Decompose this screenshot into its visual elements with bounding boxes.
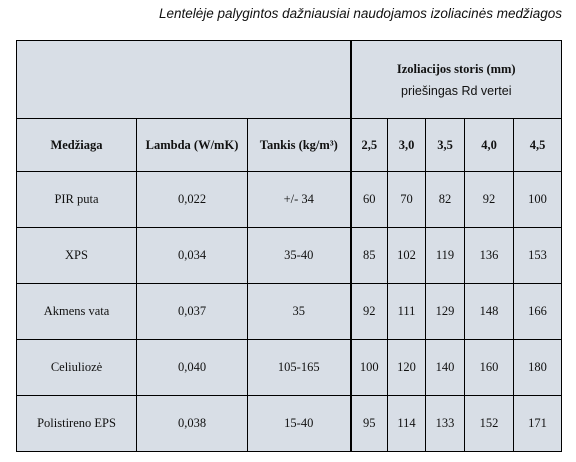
empty-header-cell xyxy=(17,41,351,119)
column-header-material: Medžiaga xyxy=(17,119,137,172)
insulation-comparison-table xyxy=(16,40,562,452)
table-cell: 171 xyxy=(514,396,562,452)
column-header-lambda: Lambda (W/mK) xyxy=(137,119,248,172)
table-cell: XPS xyxy=(17,228,137,284)
table-row xyxy=(17,172,562,228)
table-cell: 0,040 xyxy=(137,340,248,396)
table-cell: 100 xyxy=(351,340,388,396)
thickness-group-subtitle: priešingas Rd vertei xyxy=(401,83,512,98)
table-row xyxy=(17,396,562,452)
table-cell: 180 xyxy=(514,340,562,396)
table-cell: 120 xyxy=(388,340,426,396)
column-header-row xyxy=(17,119,562,172)
table-cell: 119 xyxy=(426,228,465,284)
table-cell: Polistireno EPS xyxy=(17,396,137,452)
table-cell: 92 xyxy=(351,284,388,340)
thickness-group-header xyxy=(351,41,562,119)
column-header-density: Tankis (kg/m³) xyxy=(248,119,351,172)
table-cell: 15-40 xyxy=(248,396,351,452)
table-cell: 70 xyxy=(388,172,426,228)
column-header-4-5: 4,5 xyxy=(514,119,562,172)
table-cell: 111 xyxy=(388,284,426,340)
table-cell: 148 xyxy=(465,284,514,340)
table-row xyxy=(17,284,562,340)
table-cell: 114 xyxy=(388,396,426,452)
table-cell: 166 xyxy=(514,284,562,340)
table-cell: 0,022 xyxy=(137,172,248,228)
table-cell: 92 xyxy=(465,172,514,228)
table-row xyxy=(17,228,562,284)
table-cell: 82 xyxy=(426,172,465,228)
column-header-3-5: 3,5 xyxy=(426,119,465,172)
column-header-2-5: 2,5 xyxy=(351,119,388,172)
group-header-row xyxy=(17,41,562,119)
table-cell: 35-40 xyxy=(248,228,351,284)
table-cell: 160 xyxy=(465,340,514,396)
table-cell: 152 xyxy=(465,396,514,452)
table-cell: PIR puta xyxy=(17,172,137,228)
table-row xyxy=(17,340,562,396)
table-cell: 105-165 xyxy=(248,340,351,396)
table-cell: 0,038 xyxy=(137,396,248,452)
table-cell: 153 xyxy=(514,228,562,284)
table-cell: 100 xyxy=(514,172,562,228)
table-caption: Lentelėje palygintos dažniausiai naudojamos izoliacinės medžiagos xyxy=(158,6,562,21)
table-cell: 102 xyxy=(388,228,426,284)
table-cell: 85 xyxy=(351,228,388,284)
column-header-4-0: 4,0 xyxy=(465,119,514,172)
column-header-3-0: 3,0 xyxy=(388,119,426,172)
table-cell: 60 xyxy=(351,172,388,228)
table-cell: 0,037 xyxy=(137,284,248,340)
thickness-group-title: Izoliacijos storis (mm) xyxy=(396,61,516,76)
table-cell: 95 xyxy=(351,396,388,452)
table-cell: 133 xyxy=(426,396,465,452)
table-cell: +/- 34 xyxy=(248,172,351,228)
table-cell: 35 xyxy=(248,284,351,340)
table-cell: 0,034 xyxy=(137,228,248,284)
table-cell: 129 xyxy=(426,284,465,340)
table-cell: Celiuliozė xyxy=(17,340,137,396)
table-cell: 136 xyxy=(465,228,514,284)
table-cell: 140 xyxy=(426,340,465,396)
table-cell: Akmens vata xyxy=(17,284,137,340)
